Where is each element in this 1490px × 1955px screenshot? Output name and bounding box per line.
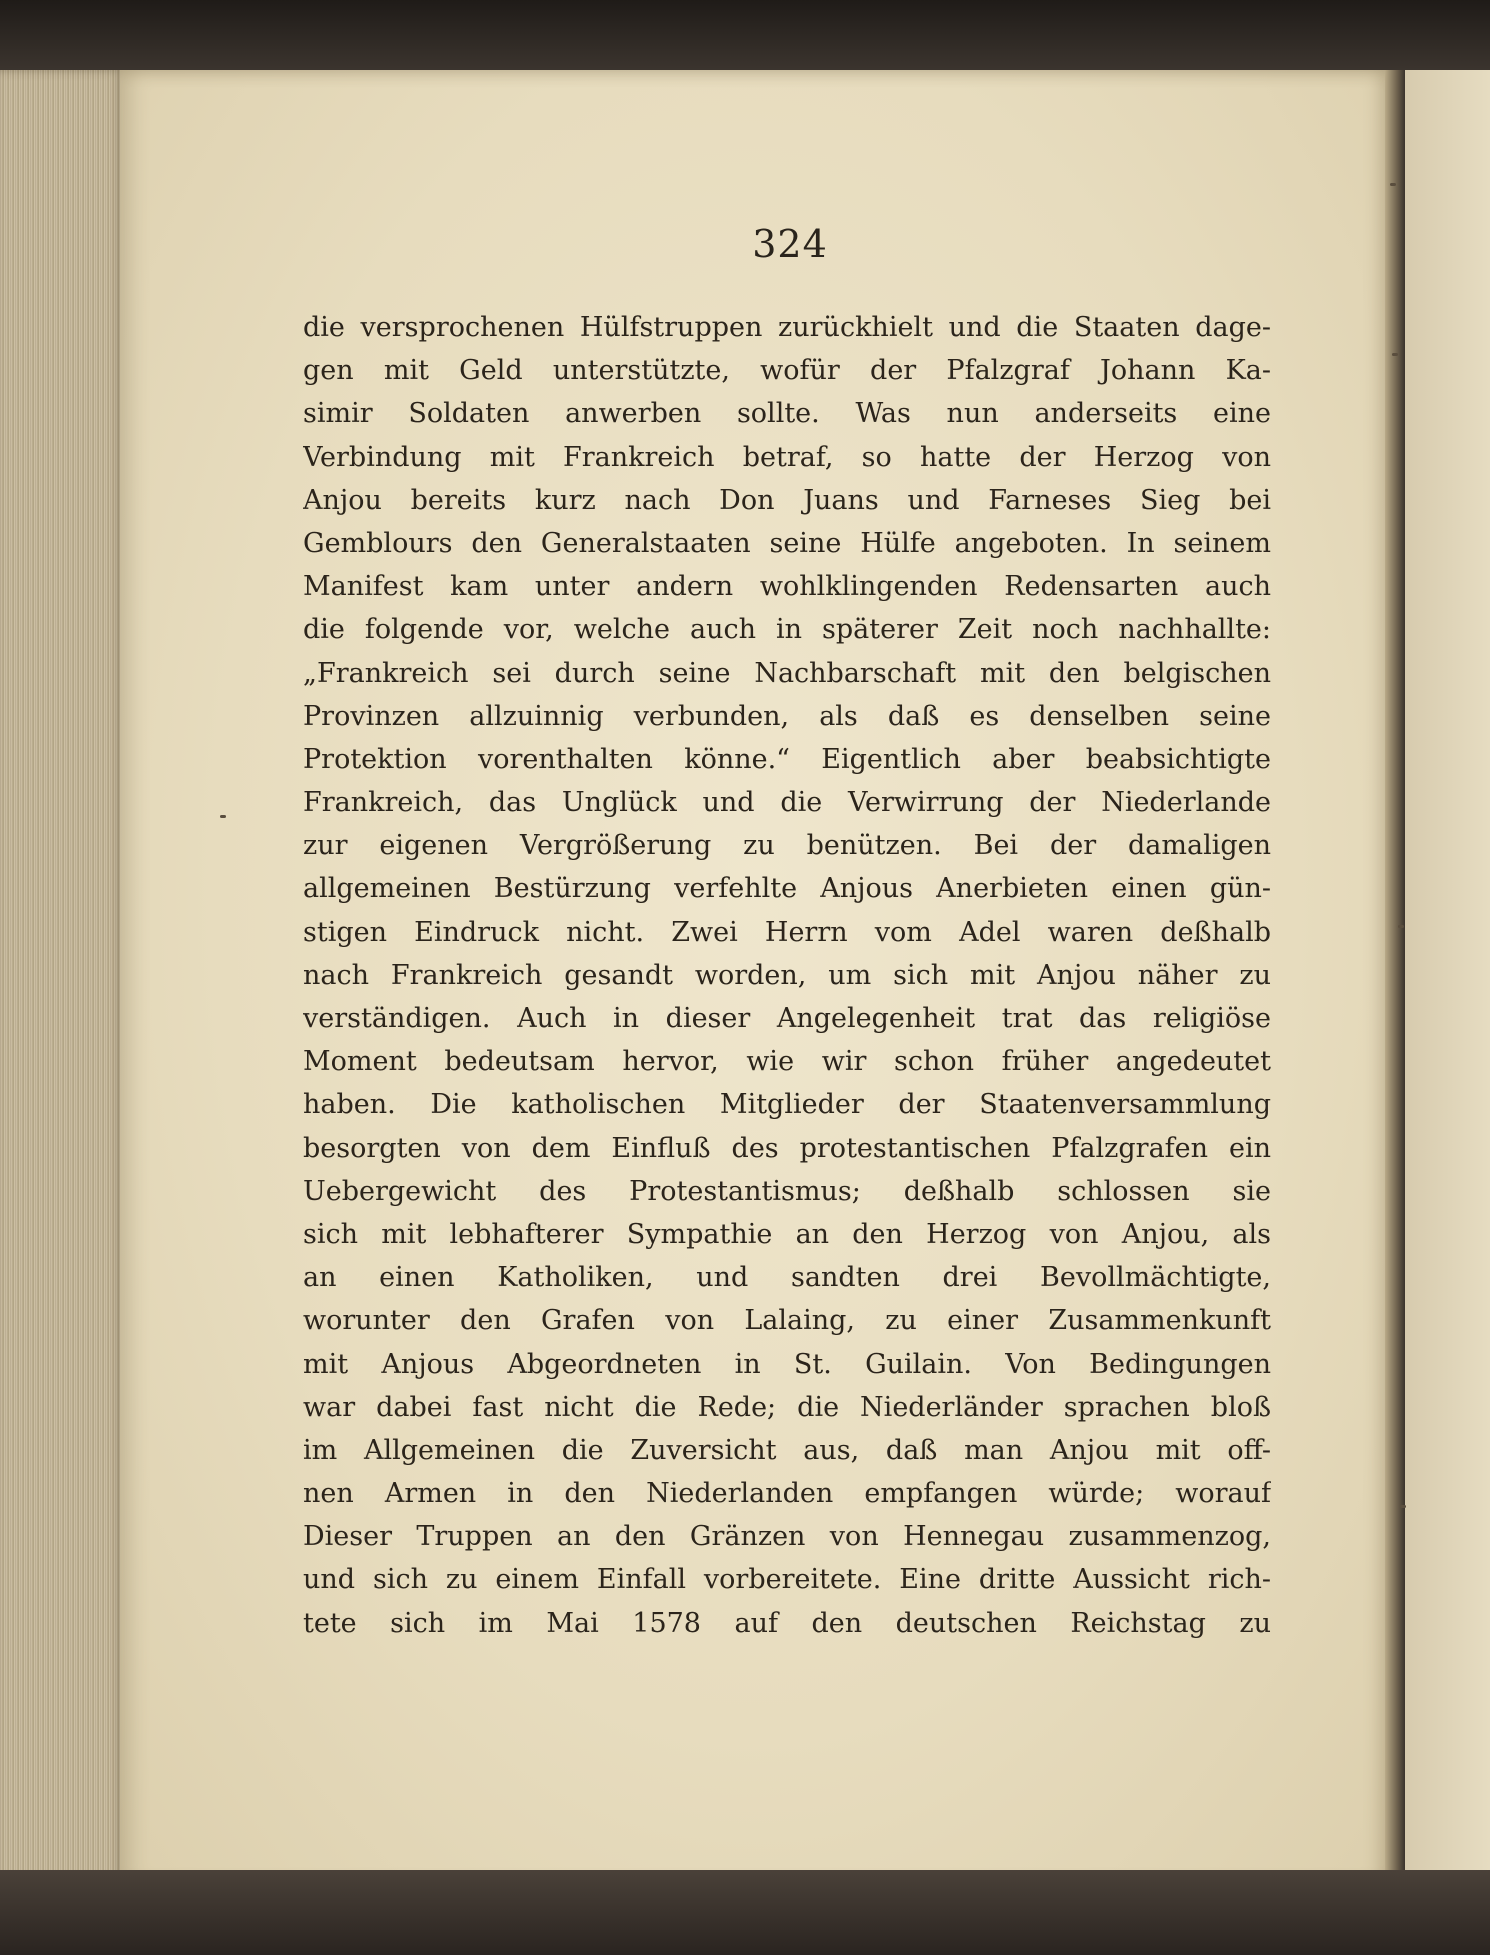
next-page-edge [1405,70,1490,1885]
text-line: Anjou bereits kurz nach Don Juans und Farneses Sieg bei [303,484,1271,516]
text-line: stigen Eindruck nicht. Zwei Herrn vom Adel waren deßhalb [303,916,1271,948]
paper-speck [1392,353,1398,356]
text-line: Dieser Truppen an den Gränzen von Hennegau zusammenzog, [303,1521,1271,1553]
text-line: die versprochenen Hülfstruppen zurückhielt und die Staaten dage- [303,312,1271,343]
paper-speck [1390,183,1396,186]
paper-speck [1400,1505,1406,1508]
text-line: Frankreich, das Unglück und die Verwirrung der Niederlande [303,787,1271,819]
paper-speck [220,815,226,818]
page-number: 324 [752,222,828,266]
text-line: gen mit Geld unterstützte, wofür der Pfalzgraf Johann Ka- [303,355,1271,387]
paper-speck [1398,925,1404,928]
book-cover-bottom [0,1870,1490,1955]
text-line: die folgende vor, welche auch in späterer Zeit noch nachhallte: [303,614,1271,646]
page-edges [0,70,125,1880]
text-line: besorgten von dem Einfluß des protestantischen Pfalzgrafen ein [303,1132,1271,1164]
text-line: Uebergewicht des Protestantismus; deßhalb schlossen sie [303,1175,1271,1207]
text-line: Verbindung mit Frankreich betraf, so hatte der Herzog von [303,441,1271,473]
text-line: im Allgemeinen die Zuversicht aus, daß man Anjou mit off- [303,1434,1271,1466]
text-line: war dabei fast nicht die Rede; die Niederländer sprachen bloß [303,1391,1271,1423]
text-line: sich mit lebhafterer Sympathie an den Herzog von Anjou, als [303,1218,1271,1250]
text-line: und sich zu einem Einfall vorbereitete. Eine dritte Aussicht rich- [303,1564,1271,1596]
book-cover-top [0,0,1490,70]
body-text [303,306,1271,1645]
book-gutter [1385,70,1405,1885]
text-line: verständigen. Auch in dieser Angelegenheit trat das religiöse [303,1003,1271,1034]
text-line: worunter den Grafen von Lalaing, zu einer Zusammenkunft [303,1305,1271,1337]
text-line: simir Soldaten anwerben sollte. Was nun anderseits eine [303,398,1271,430]
text-line: Gemblours den Generalstaaten seine Hülfe angeboten. In seinem [303,527,1271,559]
text-line: Moment bedeutsam hervor, wie wir schon früher angedeutet [303,1046,1271,1078]
text-line: nach Frankreich gesandt worden, um sich mit Anjou näher zu [303,959,1271,991]
text-line: Protektion vorenthalten könne.“ Eigentlich aber beabsichtigte [303,743,1271,775]
text-line: an einen Katholiken, und sandten drei Bevollmächtigte, [303,1262,1271,1294]
text-line: „Frankreich sei durch seine Nachbarschaft mit den belgischen [303,657,1271,689]
text-line: zur eigenen Vergrößerung zu benützen. Bei der damaligen [303,830,1271,862]
text-line: tete sich im Mai 1578 auf den deutschen Reichstag zu [303,1607,1271,1639]
text-line: mit Anjous Abgeordneten in St. Guilain. Von Bedingungen [303,1348,1271,1380]
text-line: Manifest kam unter andern wohlklingenden Redensarten auch [303,571,1271,603]
text-line: nen Armen in den Niederlanden empfangen würde; worauf [303,1478,1271,1510]
text-line: Provinzen allzuinnig verbunden, als daß es denselben seine [303,700,1271,732]
text-line: haben. Die katholischen Mitglieder der Staatenversammlung [303,1089,1271,1121]
text-line: allgemeinen Bestürzung verfehlte Anjous Anerbieten einen gün- [303,873,1271,905]
